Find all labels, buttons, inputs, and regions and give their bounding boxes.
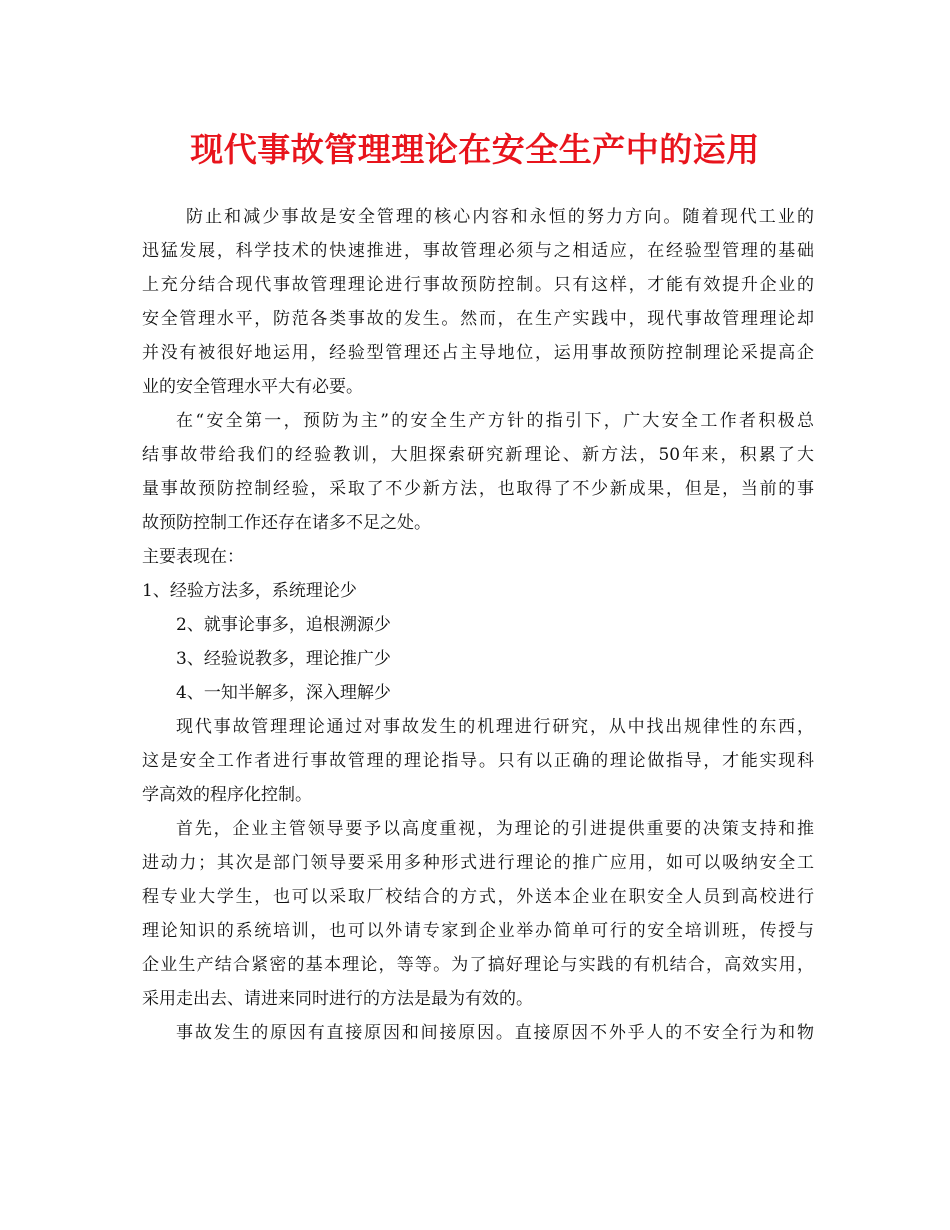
paragraph-line: 企业生产结合紧密的基本理论，等等。为了搞好理论与实践的有机结合，高效实用，: [142, 955, 814, 975]
paragraph-line: 迅猛发展，科学技术的快速推进，事故管理必须与之相适应，在经验型管理的基础: [142, 241, 814, 261]
paragraph-line: 事故发生的原因有直接原因和间接原因。直接原因不外乎人的不安全行为和物: [176, 1023, 814, 1043]
document-body: [142, 200, 814, 1050]
paragraph-line: 上充分结合现代事故管理理论进行事故预防控制。只有这样，才能有效提升企业的: [142, 275, 814, 295]
paragraph-line: 现代事故管理理论通过对事故发生的机理进行研究，从中找出规律性的东西，: [176, 717, 814, 737]
paragraph-line: 故预防控制工作还存在诸多不足之处。: [142, 513, 431, 533]
list-item: 3、经验说教多，理论推广少: [176, 649, 391, 669]
paragraph-line: 理论知识的系统培训，也可以外请专家到企业举办简单可行的安全培训班，传授与: [142, 921, 814, 941]
list-item: 2、就事论事多，追根溯源少: [176, 615, 391, 635]
paragraph-line: 防止和减少事故是安全管理的核心内容和永恒的努力方向。随着现代工业的: [186, 207, 814, 227]
paragraph-line: 首先，企业主管领导要予以高度重视，为理论的引进提供重要的决策支持和推: [176, 819, 814, 839]
paragraph-line: 量事故预防控制经验，采取了不少新方法，也取得了不少新成果，但是，当前的事: [142, 479, 814, 499]
paragraph-line: 进动力；其次是部门领导要采用多种形式进行理论的推广应用，如可以吸纳安全工: [142, 853, 814, 873]
paragraph-line: 这是安全工作者进行事故管理的理论指导。只有以正确的理论做指导，才能实现科: [142, 751, 814, 771]
paragraph-line: 程专业大学生，也可以采取厂校结合的方式，外送本企业在职安全人员到高校进行: [142, 887, 814, 907]
paragraph-line: 并没有被很好地运用，经验型管理还占主导地位，运用事故预防控制理论采提高企: [142, 343, 814, 363]
paragraph-line: 采用走出去、请进来同时进行的方法是最为有效的。: [142, 989, 533, 1009]
paragraph-line: 在“安全第一，预防为主”的安全生产方针的指引下，广大安全工作者积极总: [176, 411, 814, 431]
paragraph-line: 安全管理水平，防范各类事故的发生。然而，在生产实践中，现代事故管理理论却: [142, 309, 814, 329]
paragraph-line: 结事故带给我们的经验教训，大胆探索研究新理论、新方法，50年来，积累了大: [142, 445, 814, 465]
document-title: 现代事故管理理论在安全生产中的运用: [190, 130, 760, 169]
list-item: 1、经验方法多，系统理论少: [142, 581, 357, 601]
paragraph-line: 业的安全管理水平大有必要。: [142, 377, 363, 397]
list-heading: 主要表现在：: [142, 547, 244, 567]
paragraph-line: 学高效的程序化控制。: [142, 785, 312, 805]
list-item: 4、一知半解多，深入理解少: [176, 683, 391, 703]
